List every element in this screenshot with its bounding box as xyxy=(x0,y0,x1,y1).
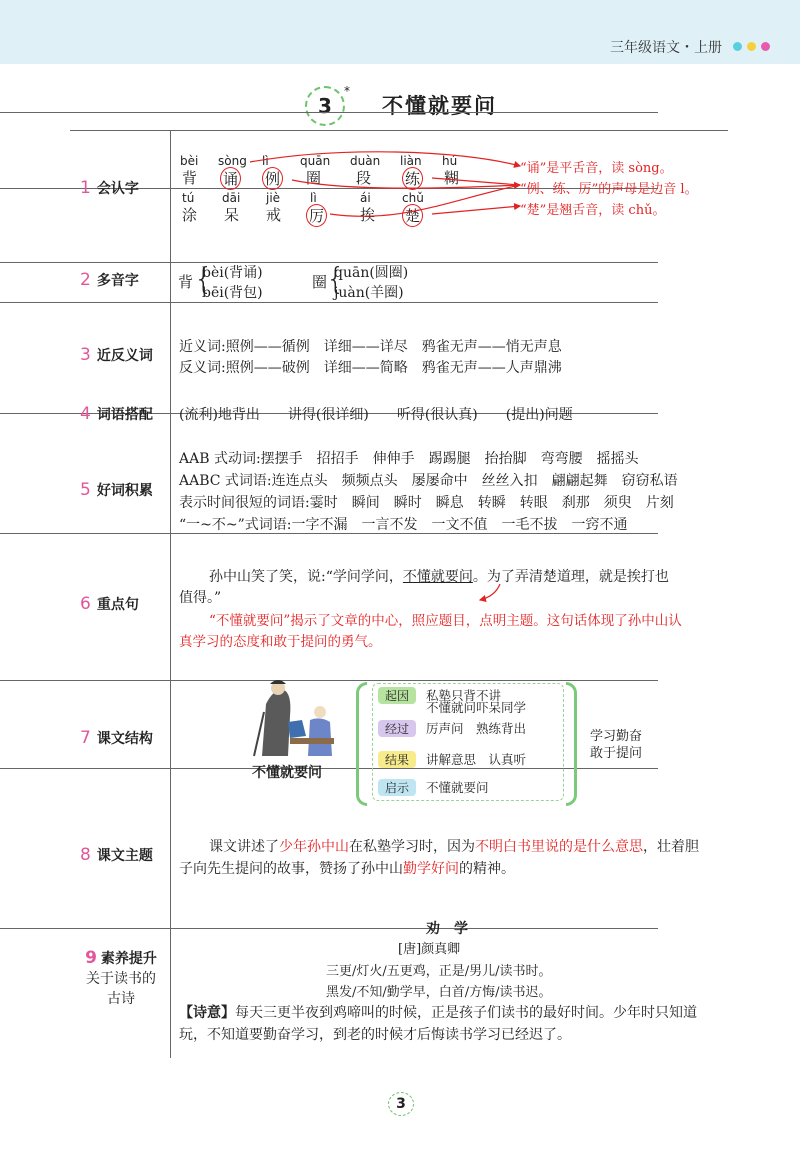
structure-caption: 不懂就要问 xyxy=(252,765,322,781)
duoyin-2b: juàn(羊圈) xyxy=(334,285,404,301)
poem-line-1: 三更/灯火/五更鸡，正是/男儿/读书时。 xyxy=(326,964,552,979)
row-label: 5 好词积累 xyxy=(80,480,153,500)
illustration xyxy=(244,676,344,758)
structure-item-1: 起因 私塾只背不讲 xyxy=(378,686,501,704)
row-border xyxy=(0,112,658,113)
structure-summary-2: 敢于提问 xyxy=(590,746,643,761)
row-label: 2 多音字 xyxy=(80,270,139,290)
duoyin-2a: quān(圆圈) xyxy=(334,265,409,281)
note-2: “例、练、厉”的声母是边音 l。 xyxy=(520,182,698,197)
theme-line-2: 子向先生提问的故事，赞扬了孙中山勤学好问的精神。 xyxy=(179,861,515,877)
collocations: (流利)地背出 讲得(很详细) 听得(很认真) (提出)问题 xyxy=(179,407,573,423)
key-sentence-line-2: 值得。” xyxy=(179,590,222,606)
decor-dot-pink xyxy=(761,42,770,51)
brace-1: { xyxy=(194,262,214,297)
row-label: 8 课文主题 xyxy=(80,845,153,865)
structure-summary-1: 学习勤奋 xyxy=(590,729,643,744)
row-border xyxy=(0,302,658,303)
brace-2: { xyxy=(326,262,346,297)
key-arrow xyxy=(470,582,510,606)
row-border xyxy=(0,928,658,929)
key-sentence-line-1: 孙中山笑了笑，说:“学问学问，不懂就要问。为了弄清楚道理，就是挨打也 xyxy=(209,569,669,585)
duoyin-1b: bēi(背包) xyxy=(202,285,263,301)
row-label: 6 重点句 xyxy=(80,594,139,614)
left-brace xyxy=(356,682,367,806)
note-1: “诵”是平舌音，读 sòng。 xyxy=(520,161,673,176)
good-words-2: AABC 式词语:连连点头 频频点头 屡屡命中 丝丝入扣 翩翩起舞 窃窃私语 xyxy=(179,473,678,489)
row-label-9: 9 素养提升 关于读书的 古诗 xyxy=(85,948,157,1007)
row-label: 1 会认字 xyxy=(80,178,139,198)
structure-item-4: 启示 不懂就要问 xyxy=(378,778,489,796)
poem-line-2: 黑发/不知/勤学早，白首/方悔/读书迟。 xyxy=(326,985,552,1000)
decor-dot-yellow xyxy=(747,42,756,51)
decor-dot-cyan xyxy=(733,42,742,51)
row-label: 7 课文结构 xyxy=(80,728,153,748)
lesson-star: * xyxy=(344,84,350,98)
duoyin-1a: bèi(背诵) xyxy=(202,265,263,281)
right-brace xyxy=(566,682,577,806)
structure-item-2: 经过 厉声问 熟练背出 xyxy=(378,719,526,737)
good-words-1: AAB 式动词:摆摆手 招招手 伸伸手 踢踢腿 抬抬脚 弯弯腰 摇摇头 xyxy=(179,451,639,467)
poem-meaning-2: 玩，不知道要勤奋学习，到老的时候才后悔读书学习已经迟了。 xyxy=(179,1027,571,1043)
key-note-2: 真学习的态度和敢于提问的勇气。 xyxy=(179,634,382,650)
lesson-number: 3 xyxy=(305,86,345,126)
good-words-4: “一~不~”式词语:一字不漏 一言不发 一文不值 一毛不拔 一窍不通 xyxy=(179,517,628,533)
lesson-title: 不懂就要问 xyxy=(382,94,497,118)
duoyin-char-2: 圈 xyxy=(312,273,328,291)
note-3: “楚”是翘舌音，读 chǔ。 xyxy=(520,203,666,218)
antonyms: 反义词:照例——破例 详细——简略 鸦雀无声——人声鼎沸 xyxy=(179,360,562,376)
theme-line-1: 课文讲述了少年孙中山在私塾学习时，因为不明白书里说的是什么意思，壮着胆 xyxy=(209,839,699,855)
structure-item-3: 结果 讲解意思 认真听 xyxy=(378,750,526,768)
structure-item-1b: 不懂就问吓呆同学 xyxy=(426,700,527,715)
key-note-1: “不懂就要问”揭示了文章的中心，照应题目，点明主题。这句话体现了孙中山认 xyxy=(209,613,682,629)
good-words-3: 表示时间很短的词语:霎时 瞬间 瞬时 瞬息 转瞬 转眼 刹那 须臾 片刻 xyxy=(179,495,674,511)
book-title: 三年级语文・上册 xyxy=(610,40,722,56)
poem-author: [唐]颜真卿 xyxy=(398,942,461,957)
poem-meaning-1: 【诗意】每天三更半夜到鸡啼叫的时候，正是孩子们读书的最好时间。少年时只知道 xyxy=(179,1005,697,1021)
duoyin-char-1: 背 xyxy=(178,273,194,291)
table-divider xyxy=(170,130,171,1058)
table-top-line xyxy=(70,130,728,131)
annotation-arrows xyxy=(180,140,540,230)
page-number: 3 xyxy=(388,1092,414,1116)
row-label: 4 词语搭配 xyxy=(80,404,153,424)
synonyms: 近义词:照例——循例 详细——详尽 鸦雀无声——悄无声息 xyxy=(179,339,562,355)
poem-title: 劝 学 xyxy=(426,921,468,937)
row-label: 3 近反义词 xyxy=(80,345,153,365)
